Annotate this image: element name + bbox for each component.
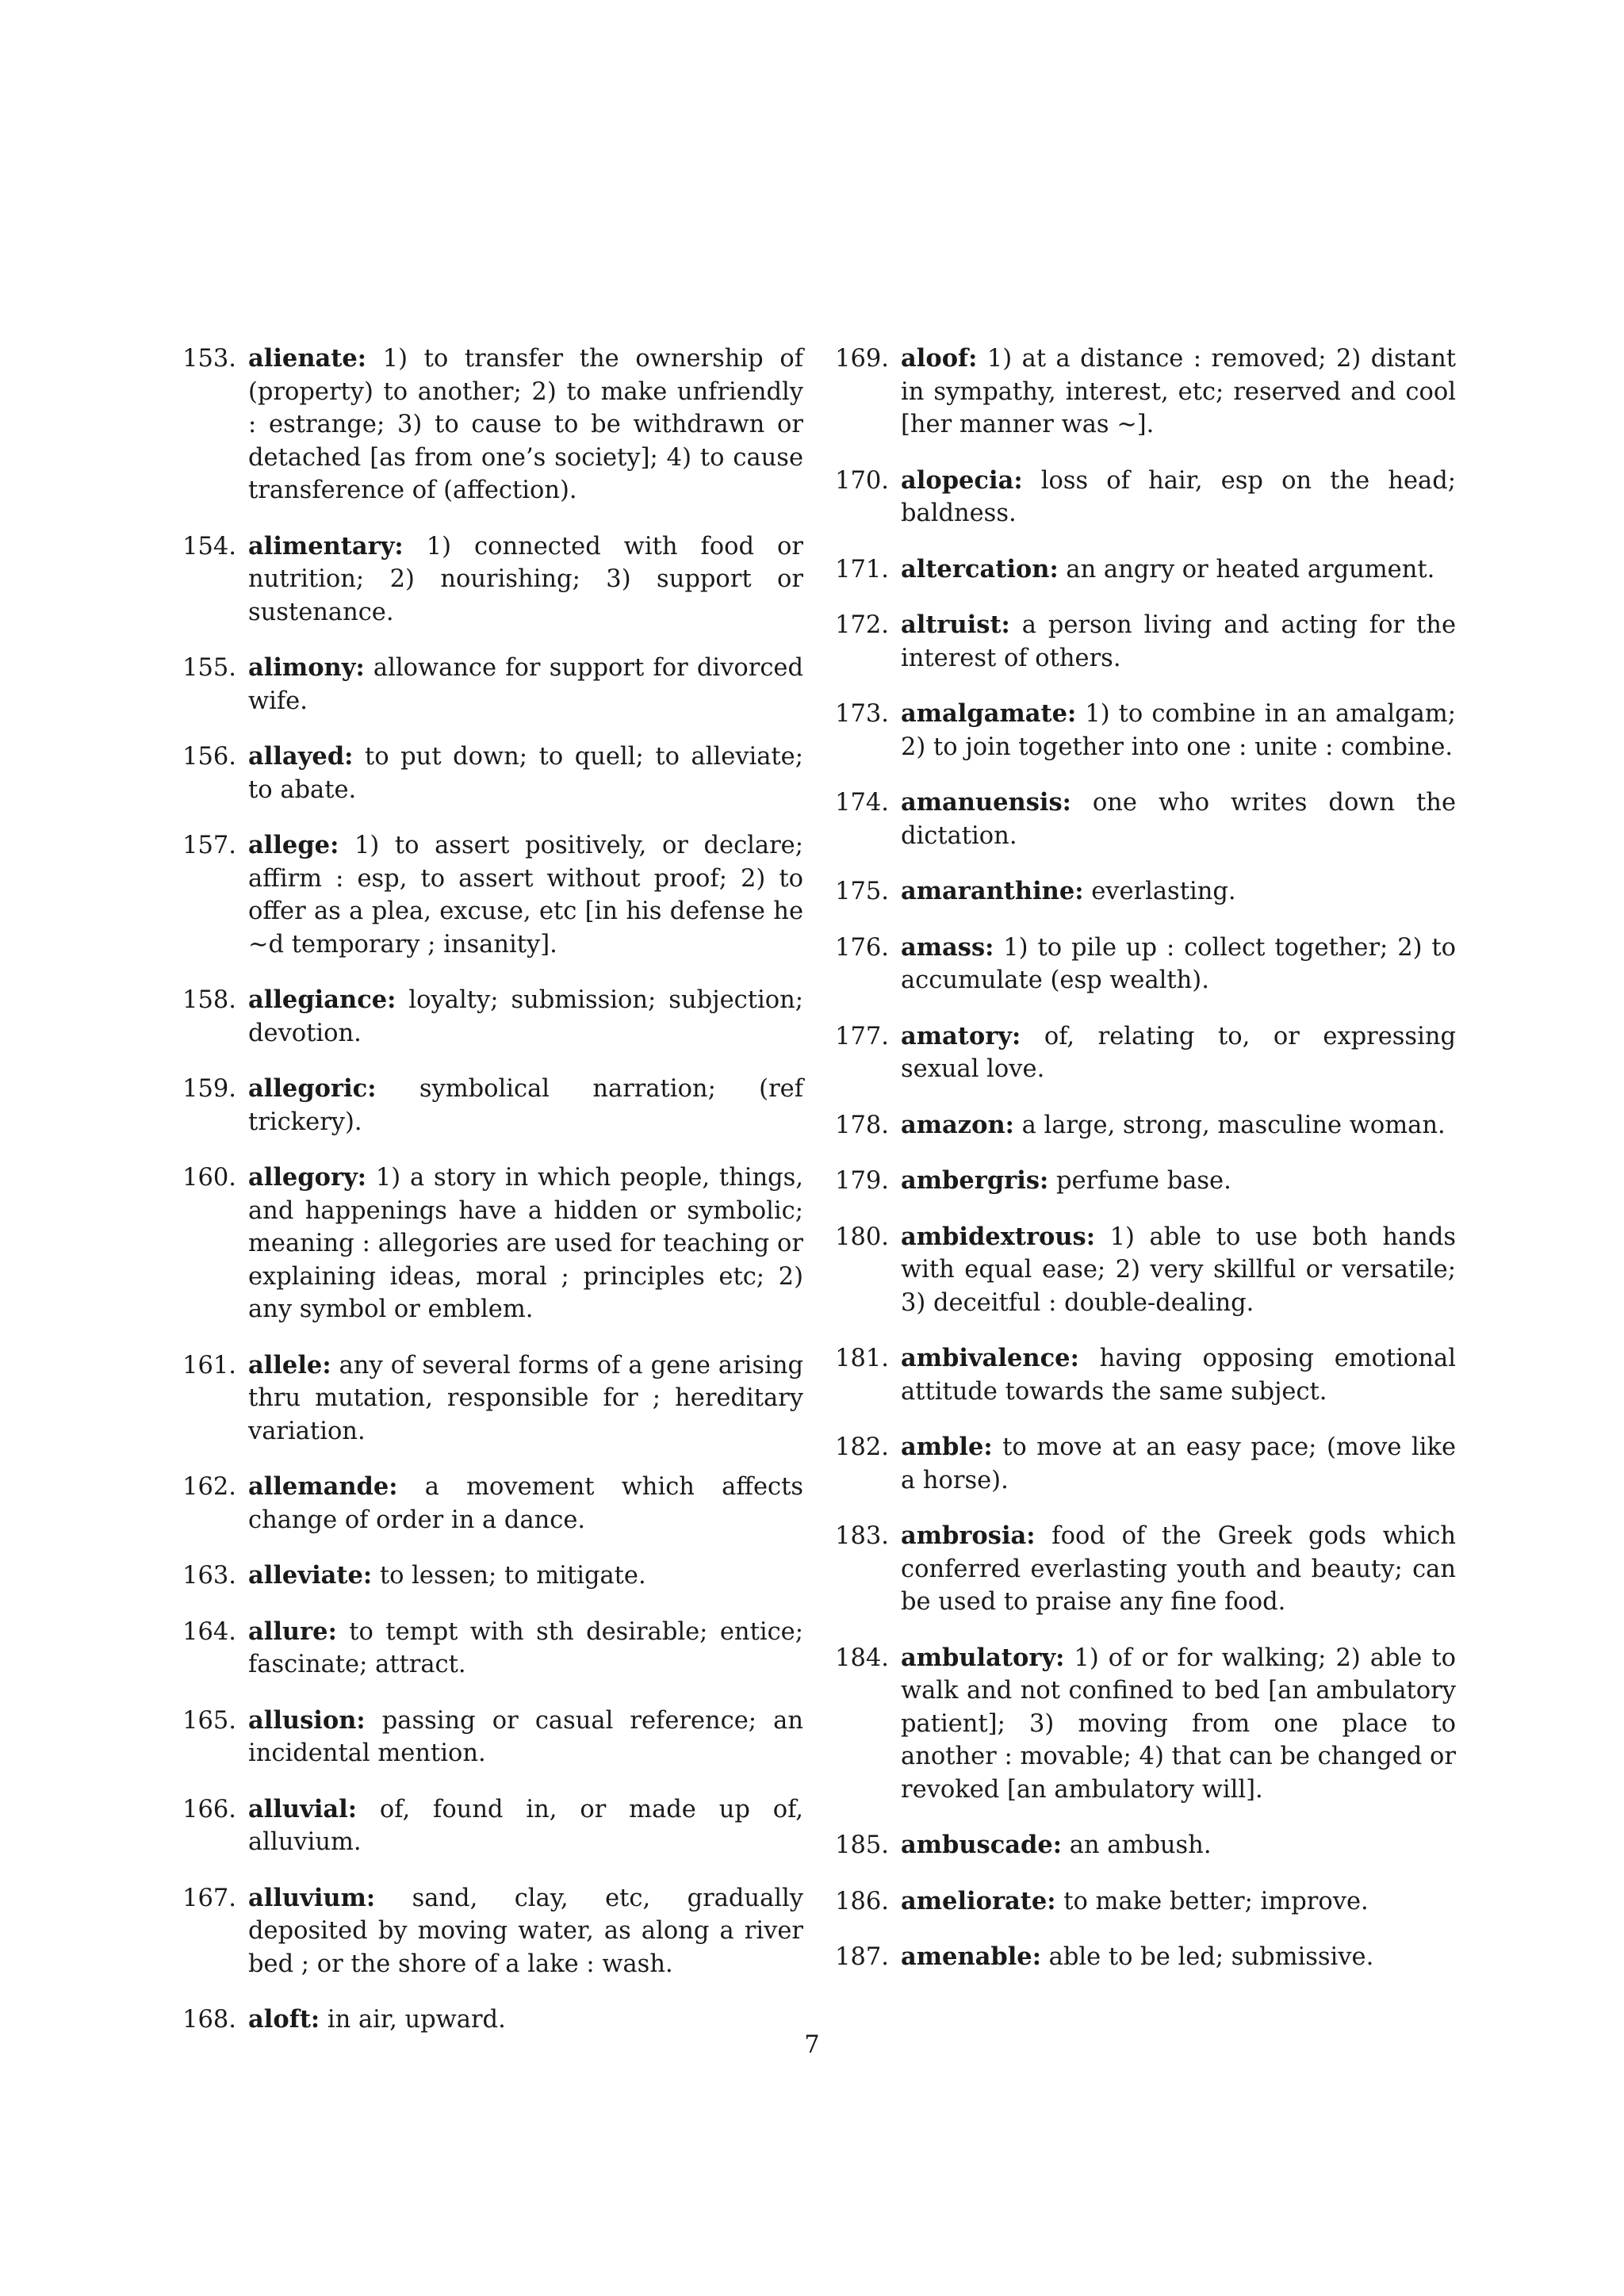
dictionary-entry [833,1020,1456,1086]
entry-term: allegory: [248,1163,367,1192]
entry-definition: 1) able to use both hands with equal ease; 2) very skillful or versatile; 3) deceitful : double-dealing. [901,1223,1456,1317]
entry-number: 174. [835,789,889,817]
entry-number: 169. [835,345,889,373]
entry-term: allure: [248,1617,337,1646]
entry-definition: to move at an easy pace; (move like a horse). [901,1433,1456,1494]
entry-definition: an angry or heated argument. [1058,555,1435,584]
entry-number: 173. [835,700,889,728]
entry-definition: perfume base. [1048,1167,1231,1195]
dictionary-entry [833,465,1456,530]
entry-term: ambulatory: [901,1643,1065,1672]
entry-definition: 1) at a distance : removed; 2) distant in sympathy, interest, etc; reserved and cool [her manner was ∼]. [901,345,1456,438]
entry-term: amass: [901,932,994,962]
dictionary-entry [833,698,1456,763]
entry-definition: allowance for support for divorced wife. [248,654,803,715]
dictionary-entry [833,1109,1456,1142]
entry-term: amatory: [901,1021,1021,1050]
dictionary-page [181,342,1456,2060]
dictionary-entry [181,530,803,629]
entry-number: 180. [835,1223,889,1251]
entry-number: 181. [835,1345,889,1372]
entry-number: 187. [835,1943,889,1971]
entry-definition: 1) a story in which people, things, and happenings have a hidden or symbolic; meaning : allegories are used for teaching or explaining ideas, moral ; principles etc; 2) any symbol or emblem. [248,1164,803,1323]
entry-number: 172. [835,611,889,639]
entry-term: ambergris: [901,1166,1049,1195]
entry-term: ambivalence: [901,1344,1079,1372]
entry-columns [181,342,1456,2060]
entry-number: 170. [835,466,889,495]
right-column [833,342,1456,2060]
dictionary-entry [833,1165,1456,1198]
dictionary-entry [833,609,1456,675]
entry-term: amalgamate: [901,699,1077,728]
dictionary-entry [833,1520,1456,1619]
entry-term: ambuscade: [901,1831,1063,1859]
entry-term: amazon: [901,1110,1014,1139]
entry-term: alimony: [248,653,365,682]
entry-number: 164. [182,1617,236,1646]
entry-number: 186. [835,1887,889,1915]
dictionary-entry [833,553,1456,587]
entry-number: 185. [835,1831,889,1859]
entry-definition: to put down; to quell; to alleviate; to abate. [248,743,803,804]
entry-definition: a movement which affects change of order in a dance. [248,1473,803,1534]
entry-term: allemande: [248,1472,398,1501]
entry-term: allusion: [248,1705,366,1735]
entry-definition: loss of hair, esp on the head; baldness. [901,466,1456,527]
entry-number: 157. [182,832,236,859]
entry-definition: to make better; improve. [1055,1887,1369,1915]
entry-number: 183. [835,1522,889,1550]
entry-number: 162. [182,1473,236,1501]
entry-term: amaranthine: [901,877,1084,905]
dictionary-entry [833,932,1456,997]
entry-number: 156. [182,743,236,771]
entry-term: amble: [901,1433,993,1461]
entry-definition: one who writes down the dictation. [901,789,1456,850]
dictionary-entry [181,829,803,961]
dictionary-entry [181,1161,803,1326]
entry-definition: any of several forms of a gene arising thru mutation, responsible for ; hereditary variation. [248,1351,803,1445]
entry-number: 166. [182,1795,236,1823]
entry-definition: sand, clay, etc, gradually deposited by moving water, as along a river bed ; or the shore of a lake : wash. [248,1884,803,1978]
entry-number: 184. [835,1644,889,1672]
dictionary-entry [833,1431,1456,1497]
entry-term: alimentary: [248,531,404,561]
dictionary-entry [181,1705,803,1770]
entry-number: 167. [182,1884,236,1912]
entry-term: alopecia: [901,465,1023,495]
entry-term: alienate: [248,344,367,373]
dictionary-entry [181,1559,803,1593]
dictionary-entry [181,1073,803,1138]
dictionary-entry [181,1616,803,1682]
entry-definition: a large, strong, masculine woman. [1013,1111,1446,1139]
left-column [181,342,803,2060]
entry-number: 175. [835,878,889,905]
entry-number: 168. [182,2006,236,2034]
entry-number: 177. [835,1022,889,1050]
dictionary-entry [833,1941,1456,1974]
entry-number: 160. [182,1164,236,1192]
entry-definition: passing or casual reference; an incidental mention. [248,1706,803,1767]
entry-number: 163. [182,1562,236,1590]
entry-number: 154. [182,532,236,561]
entry-number: 165. [182,1706,236,1735]
entry-definition: 1) to pile up : collect together; 2) to accumulate (esp wealth). [901,933,1456,994]
entry-term: ambrosia: [901,1521,1036,1550]
entry-definition: loyalty; submission; subjection; devotion. [248,986,803,1047]
entry-number: 178. [835,1111,889,1139]
dictionary-entry [833,875,1456,909]
entry-definition: of, found in, or made up of, alluvium. [248,1795,803,1856]
entry-number: 161. [182,1351,236,1380]
entry-term: allege: [248,831,339,859]
entry-number: 153. [182,345,236,373]
entry-definition: to lessen; to mitigate. [372,1562,646,1590]
dictionary-entry [181,1882,803,1981]
dictionary-entry [181,984,803,1050]
entry-term: aloof: [901,344,978,373]
page-number: 7 [804,2031,820,2059]
dictionary-entry [181,1349,803,1448]
entry-term: amanuensis: [901,788,1071,817]
entry-term: altruist: [901,610,1010,639]
entry-number: 158. [182,986,236,1014]
entry-definition: to tempt with sth desirable; entice; fascinate; attract. [248,1617,803,1678]
entry-term: allele: [248,1350,331,1380]
dictionary-entry [181,1471,803,1536]
dictionary-entry [181,652,803,718]
entry-definition: 1) to combine in an amalgam; 2) to join together into one : unite : combine. [901,700,1456,761]
entry-number: 182. [835,1433,889,1461]
dictionary-entry [833,1221,1456,1320]
entry-number: 176. [835,933,889,962]
entry-term: allegoric: [248,1074,377,1103]
entry-definition: able to be led; submissive. [1040,1943,1374,1971]
entry-definition: having opposing emotional attitude towards the same subject. [901,1345,1456,1406]
entry-definition: 1) connected with food or nutrition; 2) nourishing; 3) support or sustenance. [248,532,803,626]
entry-term: alluvial: [248,1794,358,1823]
entry-definition: everlasting. [1083,878,1236,905]
entry-definition: food of the Greek gods which conferred everlasting youth and beauty; can be used to praise any fine food. [901,1522,1456,1616]
entry-term: alleviate: [248,1561,373,1590]
dictionary-entry [181,342,803,507]
entry-term: amenable: [901,1942,1041,1971]
entry-definition: an ambush. [1062,1831,1212,1859]
dictionary-entry [833,1885,1456,1919]
entry-number: 171. [835,555,889,584]
entry-definition: 1) to assert positively, or declare; affirm : esp, to assert without proof; 2) to offer as a plea, excuse, etc [in his defense he ∼d temporary ; insanity]. [248,832,803,959]
entry-term: ameliorate: [901,1886,1056,1915]
dictionary-entry [833,342,1456,442]
entry-definition: 1) of or for walking; 2) able to walk and not confined to bed [an ambulatory patient]; 3) moving from one place to another : movable; 4) that can be changed or revoked [an ambulatory will]. [901,1644,1456,1804]
dictionary-entry [833,1829,1456,1862]
entry-definition: in air, upward. [320,2006,506,2034]
dictionary-entry [833,1642,1456,1807]
entry-term: alluvium: [248,1883,376,1912]
entry-term: allegiance: [248,985,396,1014]
entry-definition: of, relating to, or expressing sexual love. [901,1022,1456,1083]
entry-number: 179. [835,1167,889,1195]
dictionary-entry [833,786,1456,852]
entry-term: aloft: [248,2005,320,2034]
entry-term: ambidextrous: [901,1222,1095,1251]
entry-number: 159. [182,1075,236,1103]
entry-definition: symbolical narration; (ref trickery). [248,1075,803,1136]
entry-number: 155. [182,654,236,682]
entry-term: allayed: [248,742,354,771]
entry-term: altercation: [901,554,1059,584]
dictionary-entry [833,1342,1456,1408]
dictionary-entry [181,1793,803,1859]
dictionary-entry [181,740,803,806]
entry-definition: a person living and acting for the interest of others. [901,611,1456,672]
entry-definition: 1) to transfer the ownership of (property) to another; 2) to make unfriendly : estrange; 3) to cause to be withdrawn or detached [as from one’s society]; 4) to cause transference of (affection). [248,345,803,504]
